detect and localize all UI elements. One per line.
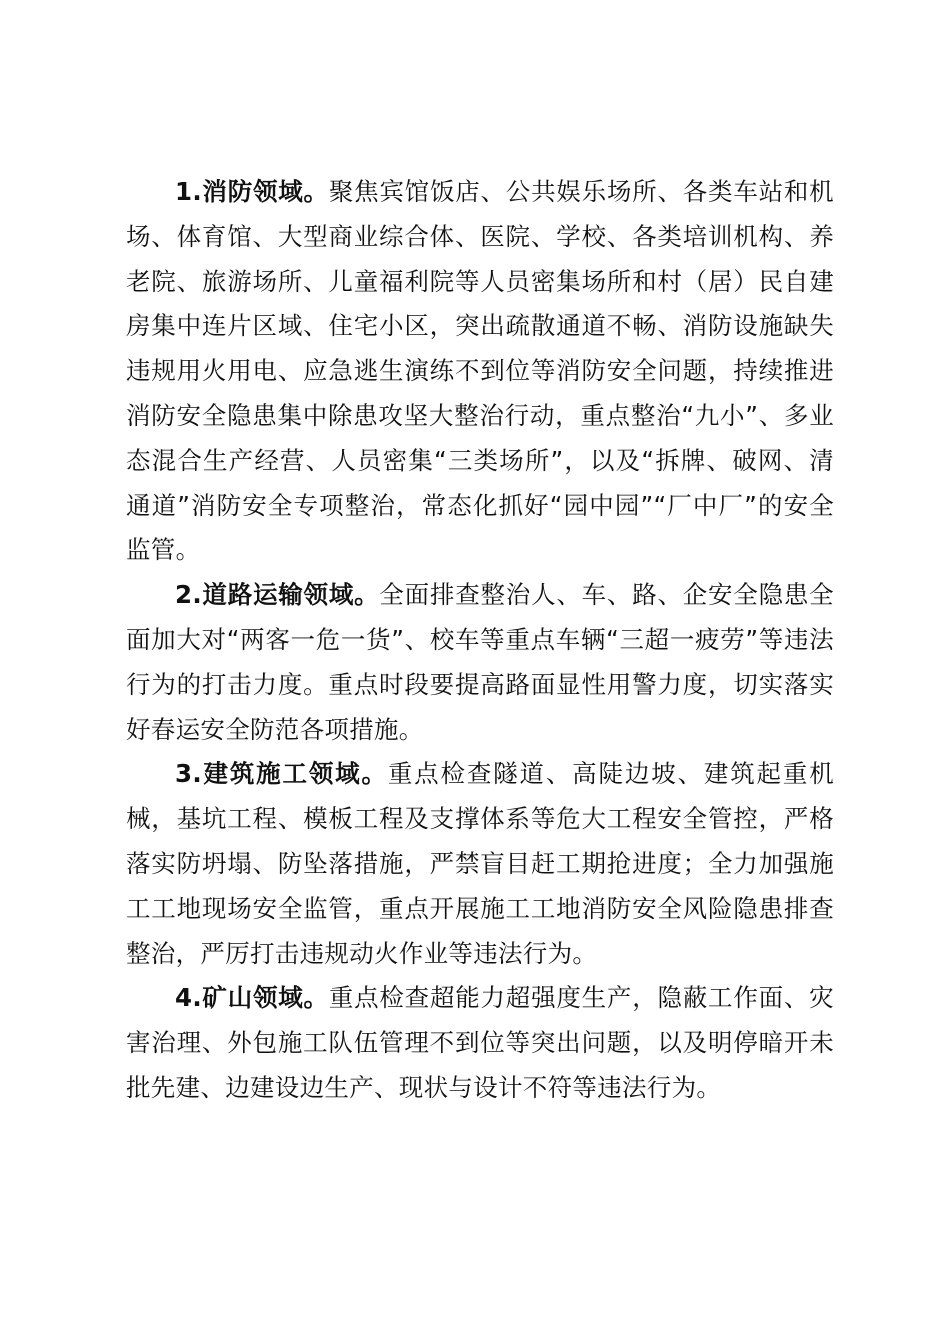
section-text: 重点检查隧道、高陡边坡、建筑起重机械，基坑工程、模板工程及支撑体系等危大工程安全管控，严格落实防坍塌、防坠落措施，严禁盲目赶工期抢进度；全力加强施工工地现场安全监管，重点开展施工工地消防安全风险隐患排查整治，严厉打击违规动火作业等违法行为。: [126, 759, 834, 968]
section-text: 聚焦宾馆饭店、公共娱乐场所、各类车站和机场、体育馆、大型商业综合体、医院、学校、各类培训机构、养老院、旅游场所、儿童福利院等人员密集场所和村（居）民自建房集中连片区域、住宅小区，突出疏散通道不畅、消防设施缺失违规用火用电、应急逃生演练不到位等消防安全问题，持续推进消防安全隐患集中除患攻坚大整治行动，重点整治“九小”、多业态混合生产经营、人员密集“三类场所”，以及“拆牌、破网、清通道”消防安全专项整治，常态化抓好“园中园”“厂中厂”的安全监管。: [126, 177, 834, 565]
section-heading: 4.矿山领域。: [175, 983, 329, 1013]
section-heading: 1.消防领域。: [175, 177, 329, 206]
section-mining: [126, 976, 834, 1110]
section-road-transport: [126, 573, 834, 752]
section-text: 全面排查整治人、车、路、企安全隐患全面加大对“两客一危一货”、校车等重点车辆“三超一疲劳”等违法行为的打击力度。重点时段要提高路面显性用警力度，切实落实好春运安全防范各项措施。: [126, 580, 834, 744]
section-construction: [126, 752, 834, 976]
section-heading: 3.建筑施工领域。: [175, 759, 388, 789]
section-text: 重点检查超能力超强度生产，隐蔽工作面、灾害治理、外包施工队伍管理不到位等突出问题，以及明停暗开未批先建、边建设边生产、现状与设计不符等违法行为。: [126, 983, 834, 1102]
section-fire-safety: [126, 170, 834, 573]
section-heading: 2.道路运输领域。: [175, 580, 380, 610]
document-body: [126, 170, 834, 1111]
